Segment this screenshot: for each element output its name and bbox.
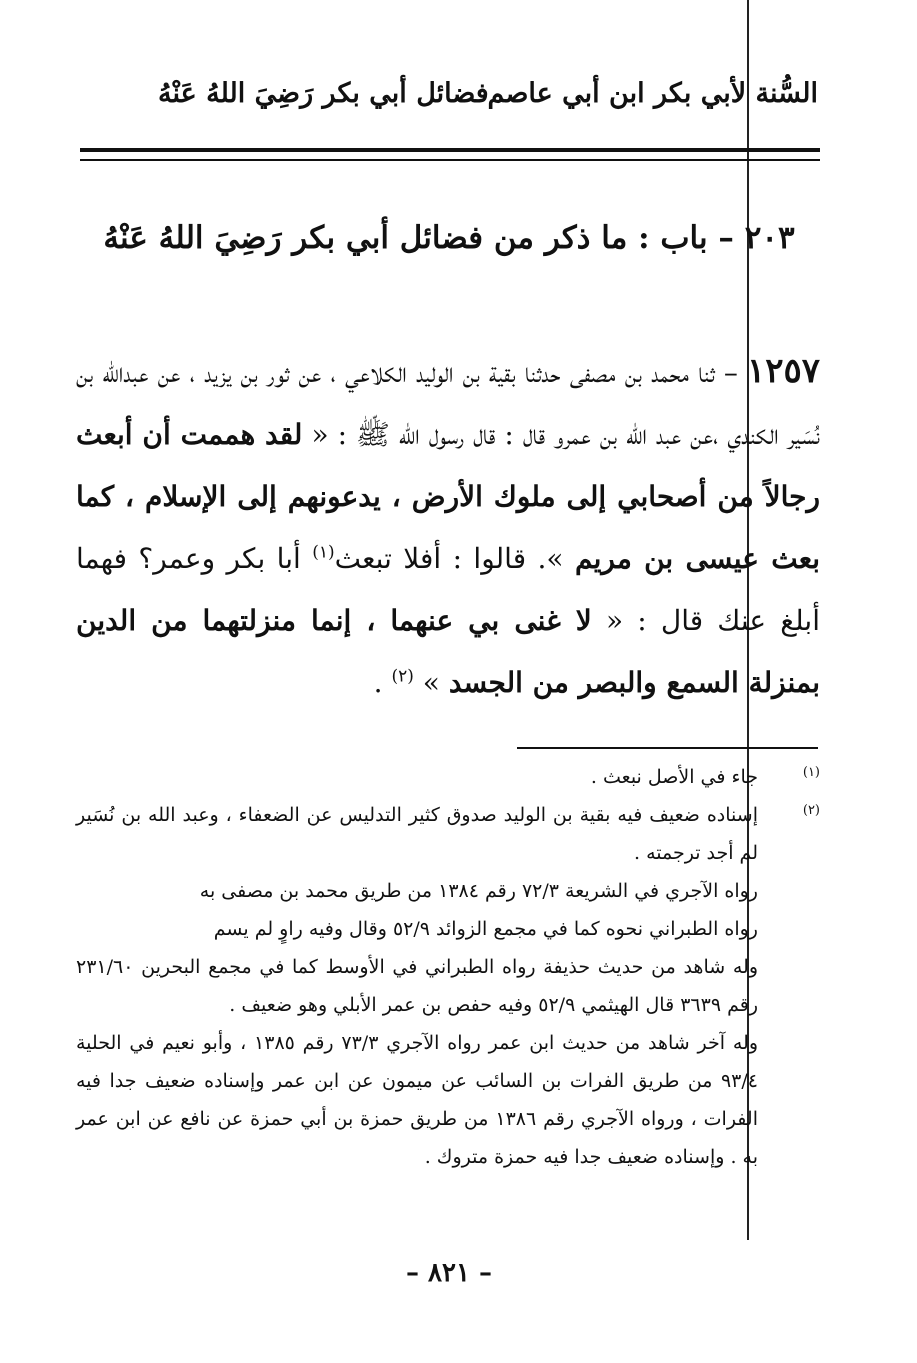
hadith-quote-2: لا غنى بي عنهما ، إنما منزلتهما من الدين بمنزلة السمع والبصر من الجسد — [76, 604, 820, 699]
hadith-text — [76, 340, 820, 714]
footnote-line: وله آخر شاهد من حديث ابن عمر رواه الآجري ٧٣/٣ رقم ١٣٨٥ ، وأبو نعيم في الحلية ٩٣/٤ من طريق الفرات بن السائب عن ميمون عن ابن عمر وإسناده ضعيف جدا فيه الفرات ، ورواه الآجري رقم ١٣٨٦ من طريق حمزة بن أبي حمزة عن نافع عن ابن عمر به . وإسناده ضعيف جدا فيه حمزة متروك . — [76, 1032, 759, 1168]
hadith-end: » — [422, 666, 440, 699]
hadith-mid-2: أبا بكر وعمر؟ فهما أبلغ عنك قال : « — [76, 542, 820, 637]
footnote-line: وله شاهد من حديث حذيفة رواه الطبراني في الأوسط كما في مجمع البحرين ٢٣١/٦٠ رقم ٣٦٣٩ قال الهيثمي ٥٢/٩ وفيه حفص بن عمر الأبلي وهو ضعيف . — [76, 956, 758, 1016]
footnote-line: رواه الطبراني نحوه كما في مجمع الزوائد ٥٢/٩ وقال وفيه راوٍ لم يسم — [213, 918, 758, 940]
page-number: – ٨٢١ – — [405, 1258, 493, 1288]
footnote-line: إسناده ضعيف فيه بقية بن الوليد صدوق كثير التدليس عن الضعفاء ، وعبد الله بن نُسَير لم أجد ترجمته . — [76, 804, 758, 864]
section-title: فضائل أبي بكر رَضِيَ اللهُ عَنْهُ — [158, 78, 489, 109]
hadith-mid: ». قالوا : أفلا تبعث — [334, 542, 564, 575]
book-title: السُّنة لأبي بكر ابن أبي عاصم — [487, 78, 818, 109]
hadith-isnad: – ثنا محمد بن مصفى حدثنا بقية بن الوليد الكلاعي ، عن ثور بن يزيد ، عن عبدالله بن نُسَير الكندي ،عن عبد الله بن عمرو قال : قال رسول الله ﷺ : « — [76, 356, 821, 451]
footnotes — [76, 758, 820, 1176]
running-header — [80, 78, 818, 118]
footnote-ref-2: (٢) — [391, 666, 414, 687]
chapter-title: ٢٠٣ – باب : ما ذكر من فضائل أبي بكر رَضِيَ اللهُ عَنْهُ — [103, 220, 795, 256]
footnote-line: رواه الآجري في الشريعة ٧٢/٣ رقم ١٣٨٤ من طريق محمد بن مصفى به — [199, 880, 758, 902]
hadith-quote-1: لقد هممت أن أبعث رجالاً من أصحابي إلى ملوك الأرض ، يدعونهم إلى الإسلام ، كما بعث عيسى بن مريم — [76, 418, 820, 575]
footnote-line: جاء في الأصل نبعث . — [590, 766, 758, 788]
hadith-final: . — [373, 666, 383, 699]
footnote-1 — [76, 758, 820, 796]
footnote-separator — [517, 747, 818, 749]
footnote-2 — [76, 796, 820, 1176]
footnote-ref-1: (١) — [312, 542, 335, 563]
header-rule-thick — [80, 148, 820, 152]
footnote-mark: (١) — [802, 765, 820, 780]
footnote-mark: (٢) — [802, 803, 820, 818]
header-rule-thin — [80, 159, 820, 161]
hadith-number: ١٢٥٧ — [746, 351, 821, 391]
